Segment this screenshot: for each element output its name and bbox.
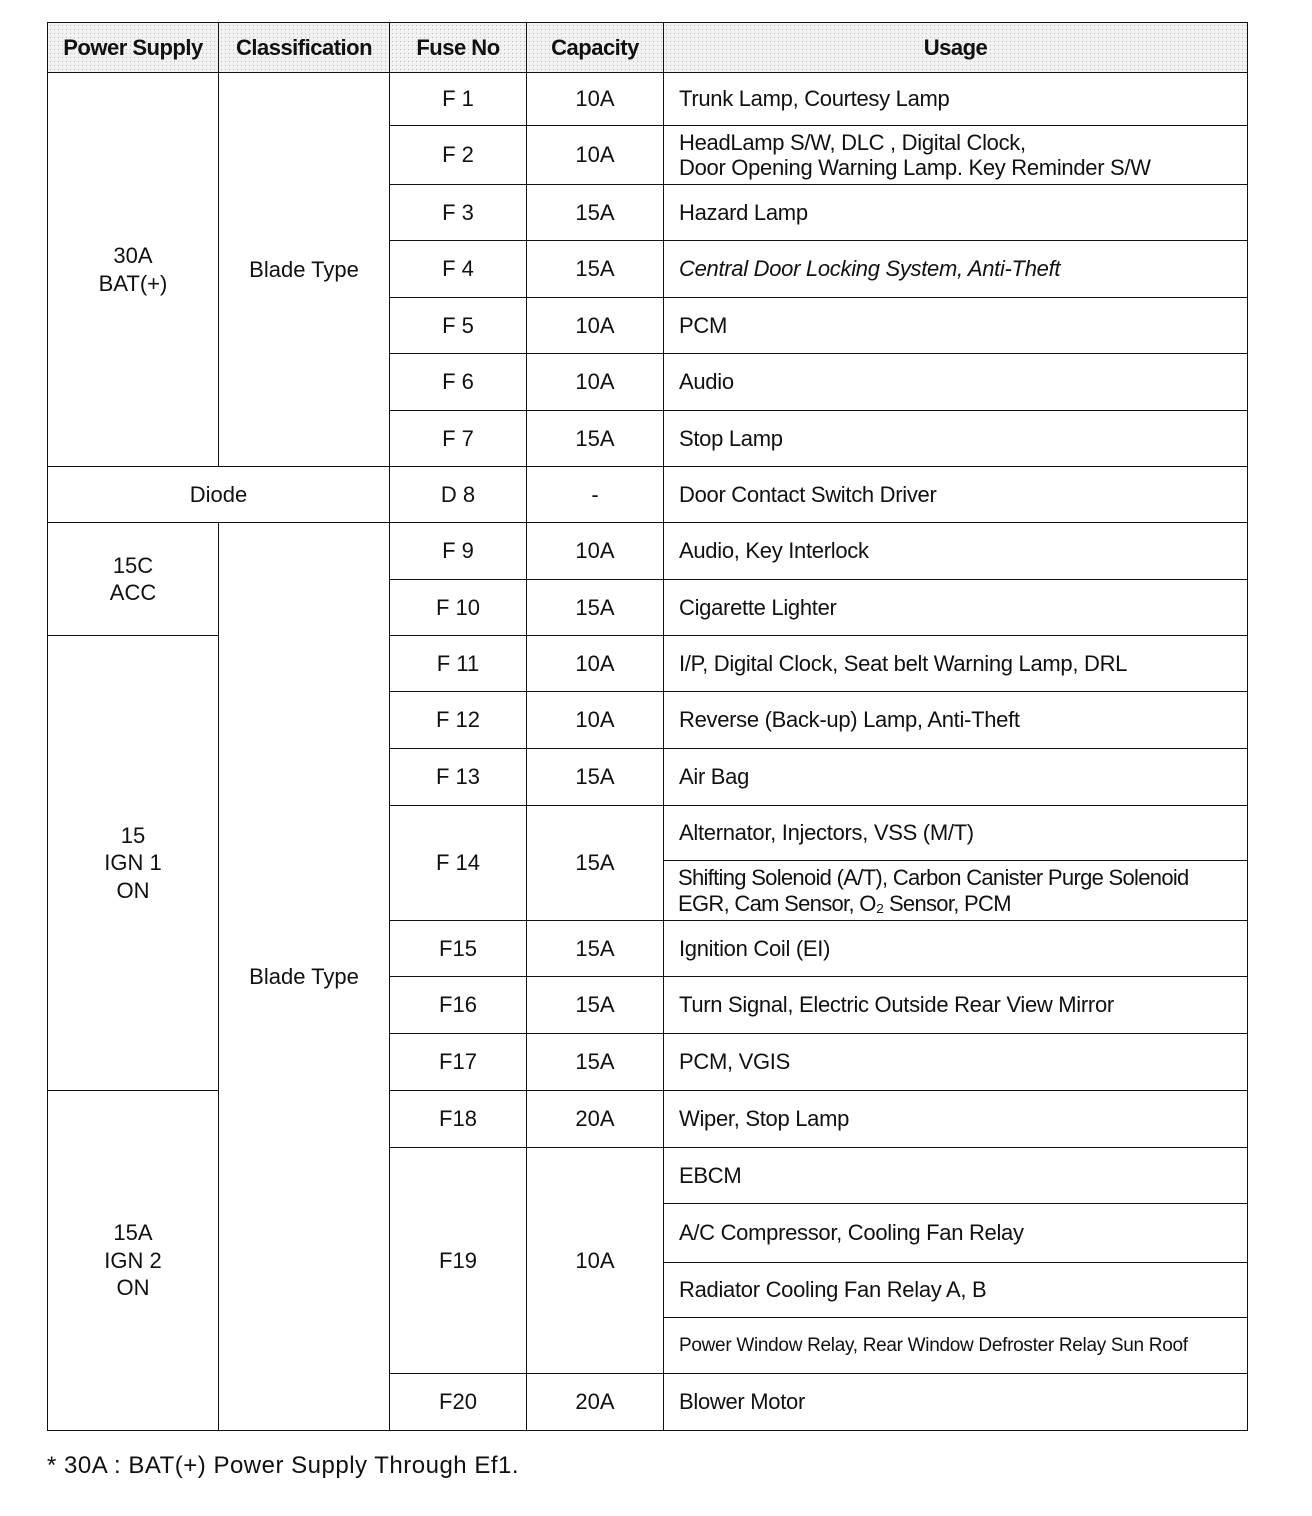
usage: Reverse (Back-up) Lamp, Anti-Theft xyxy=(664,692,1248,749)
fuse-no: F 13 xyxy=(390,749,527,806)
power-source: IGN 2 xyxy=(104,1247,162,1273)
fuse-no: D 8 xyxy=(390,467,527,523)
capacity: 10A xyxy=(527,126,664,185)
header-fuse-no: Fuse No xyxy=(390,23,527,73)
fuse-no: F 3 xyxy=(390,185,527,241)
capacity: 10A xyxy=(527,692,664,749)
usage: Alternator, Injectors, VSS (M/T) xyxy=(664,806,1248,861)
header-usage: Usage xyxy=(664,23,1248,73)
power-supply-ign1 xyxy=(48,636,219,1091)
table-row xyxy=(48,73,1248,126)
fuse-no: F 6 xyxy=(390,354,527,411)
fuse-no: F 5 xyxy=(390,298,527,354)
usage-line: Door Opening Warning Lamp. Key Reminder S/W xyxy=(679,155,1151,180)
fuse-no: F 1 xyxy=(390,73,527,126)
power-supply-ign2 xyxy=(48,1091,219,1431)
power-rating: 30A xyxy=(113,243,153,268)
capacity: 15A xyxy=(527,185,664,241)
usage xyxy=(664,861,1248,921)
capacity: 15A xyxy=(527,977,664,1034)
usage: Hazard Lamp xyxy=(664,185,1248,241)
capacity: 10A xyxy=(527,298,664,354)
power-state: ON xyxy=(116,1275,150,1301)
capacity: 15A xyxy=(527,580,664,636)
capacity: - xyxy=(527,467,664,523)
power-rating: 15A xyxy=(113,1220,153,1246)
usage-line: HeadLamp S/W, DLC , Digital Clock, xyxy=(679,129,1026,155)
usage: Radiator Cooling Fan Relay A, B xyxy=(664,1263,1248,1318)
usage: PCM xyxy=(664,298,1248,354)
fuse-no: F 14 xyxy=(390,806,527,921)
capacity: 10A xyxy=(527,73,664,126)
fuse-no: F20 xyxy=(390,1374,527,1431)
capacity: 20A xyxy=(527,1374,664,1431)
capacity: 15A xyxy=(527,1034,664,1091)
usage: Turn Signal, Electric Outside Rear View Mirror xyxy=(664,977,1248,1034)
power-rating: 15 xyxy=(120,822,146,848)
power-supply-diode: Diode xyxy=(48,467,390,523)
usage-line: Shifting Solenoid (A/T), Carbon Canister Purge Solenoid xyxy=(678,865,1189,891)
table-row xyxy=(48,467,1248,523)
usage: Power Window Relay, Rear Window Defroster Relay Sun Roof xyxy=(664,1318,1248,1374)
power-source: IGN 1 xyxy=(104,850,162,876)
power-source: ACC xyxy=(109,580,157,605)
fuse-no: F16 xyxy=(390,977,527,1034)
capacity: 20A xyxy=(527,1091,664,1148)
capacity: 15A xyxy=(527,749,664,806)
footnote: * 30A : BAT(+) Power Supply Through Ef1. xyxy=(47,1452,520,1479)
capacity: 10A xyxy=(527,354,664,411)
fuse-no: F 2 xyxy=(390,126,527,185)
power-rating: 15C xyxy=(112,552,154,578)
header-classification: Classification xyxy=(219,23,390,73)
header-power-supply: Power Supply xyxy=(48,23,219,73)
fuse-no: F 10 xyxy=(390,580,527,636)
fuse-no: F17 xyxy=(390,1034,527,1091)
power-supply-bat xyxy=(48,73,219,467)
classification-blade: Blade Type xyxy=(219,73,390,467)
fuse-no: F15 xyxy=(390,921,527,977)
usage-line: EGR, Cam Sensor, O₂ Sensor, PCM xyxy=(678,890,1011,916)
fuse-no: F19 xyxy=(390,1148,527,1374)
usage: Trunk Lamp, Courtesy Lamp xyxy=(664,73,1248,126)
header-row xyxy=(48,23,1248,73)
usage xyxy=(664,126,1248,185)
usage: Cigarette Lighter xyxy=(664,580,1248,636)
capacity: 15A xyxy=(527,921,664,977)
usage: Ignition Coil (EI) xyxy=(664,921,1248,977)
fuse-no: F 4 xyxy=(390,241,527,298)
power-supply-acc xyxy=(48,523,219,636)
usage: PCM, VGIS xyxy=(664,1034,1248,1091)
usage: Audio xyxy=(664,354,1248,411)
usage: Blower Motor xyxy=(664,1374,1248,1431)
usage: I/P, Digital Clock, Seat belt Warning Lamp, DRL xyxy=(664,636,1248,692)
capacity: 10A xyxy=(527,636,664,692)
power-source: BAT(+) xyxy=(98,270,168,296)
usage: Air Bag xyxy=(664,749,1248,806)
usage: Audio, Key Interlock xyxy=(664,523,1248,580)
usage: Central Door Locking System, Anti-Theft xyxy=(664,241,1248,298)
header-capacity: Capacity xyxy=(527,23,664,73)
fuse-no: F 12 xyxy=(390,692,527,749)
fuse-table xyxy=(47,22,1248,1431)
capacity: 15A xyxy=(527,806,664,921)
capacity: 15A xyxy=(527,241,664,298)
table-row xyxy=(48,523,1248,580)
usage: EBCM xyxy=(664,1148,1248,1204)
usage: Stop Lamp xyxy=(664,411,1248,467)
fuse-no: F 11 xyxy=(390,636,527,692)
power-state: ON xyxy=(116,877,150,903)
usage: Wiper, Stop Lamp xyxy=(664,1091,1248,1148)
capacity: 15A xyxy=(527,411,664,467)
classification-blade: Blade Type xyxy=(219,523,390,1431)
fuse-no: F 9 xyxy=(390,523,527,580)
fuse-no: F18 xyxy=(390,1091,527,1148)
capacity: 10A xyxy=(527,523,664,580)
usage: Door Contact Switch Driver xyxy=(664,467,1248,523)
capacity: 10A xyxy=(527,1148,664,1374)
fuse-no: F 7 xyxy=(390,411,527,467)
usage: A/C Compressor, Cooling Fan Relay xyxy=(664,1204,1248,1263)
